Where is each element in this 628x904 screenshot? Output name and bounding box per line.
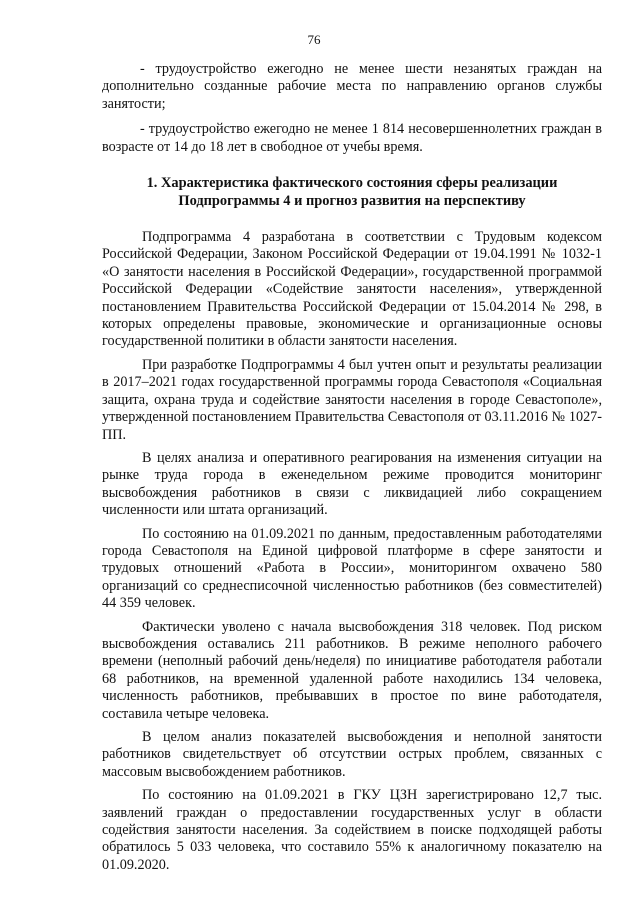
page-body	[102, 61, 602, 880]
bullet-item: - трудоустройство ежегодно не менее 1 814 несовершеннолетних граждан в возрасте от 14 до 18 лет в свободное от учебы время.	[102, 121, 602, 155]
paragraph: Фактически уволено с начала высвобождения 318 человек. Под риском высвобождения оставались 211 работников. В режиме неполного рабочего времени (неполный рабочий день/неделя) по инициативе работодателя работали 68 работников, на временной удаленной работе находились 134 человека, численность работников, пребывавших в простое по вине работодателя, составила четыре человека.	[102, 618, 602, 722]
section-heading: 1. Характеристика фактического состояния сферы реализации Подпрограммы 4 и прогноз развития на перспективу	[146, 175, 558, 210]
page-number: 76	[307, 32, 321, 47]
paragraph: В целом анализ показателей высвобождения и неполной занятости работников свидетельствует об отсутствии острых проблем, связанных с массовым высвобождением работников.	[102, 729, 602, 780]
paragraph: По состоянию на 01.09.2021 в ГКУ ЦЗН зарегистрировано 12,7 тыс. заявлений граждан о предоставлении государственных услуг в области содействия занятости населения. За содействием в поиске подходящей работы обратилось 5 033 человека, что составило 55% к аналогичному показателю на 01.09.2020.	[102, 787, 602, 873]
paragraph: При разработке Подпрограммы 4 был учтен опыт и результаты реализации в 2017–2021 годах государственной программы города Севастополя «Социальная защита, охрана труда и содействие занятости населения в городе Севастополе», утвержденной постановлением Правительства Севастополя от 03.11.2016 № 1027-ПП.	[102, 356, 602, 443]
paragraph: В целях анализа и оперативного реагирования на изменения ситуации на рынке труда города в еженедельном режиме проводится мониторинг высвобождения работников в связи с ликвидацией либо сокращением численности или штата организаций.	[102, 449, 602, 519]
bullet-item: - трудоустройство ежегодно не менее шести незанятых граждан на дополнительно созданные рабочие места по направлению органов службы занятости;	[102, 61, 602, 112]
paragraph: Подпрограмма 4 разработана в соответствии с Трудовым кодексом Российской Федерации, Законом Российской Федерации от 19.04.1991 № 1032-1 «О занятости населения в Российской Федерации», государственной программой Российской Федерации «Содействие занятости населения», утвержденной постановлением Правительства Российской Федерации от 15.04.2014 № 298, в которых определены правовые, экономические и организационные основы государственной политики в области занятости населения.	[102, 229, 602, 350]
paragraph: По состоянию на 01.09.2021 по данным, предоставленным работодателями города Севастополя на Единой цифровой платформе в сфере занятости и трудовых отношений «Работа в России», мониторингом охвачено 580 организаций со среднесписочной численностью работников (без совместителей) 44 359 человек.	[102, 525, 602, 612]
